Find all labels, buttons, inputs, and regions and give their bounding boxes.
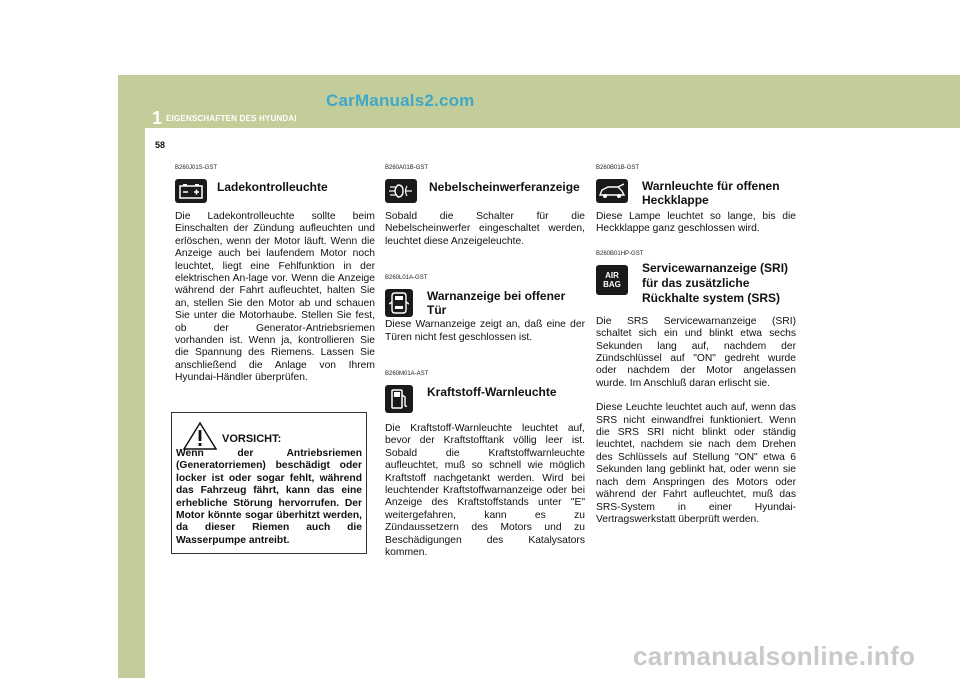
warning-box	[171, 412, 367, 554]
side-band	[118, 75, 145, 678]
section-title: Servicewarnanzeige (SRI) für das zusätzliche Rückhalte system (SRS)	[642, 260, 789, 305]
section-tailgate-warning	[596, 164, 796, 236]
section-code: B260B01B-GST	[596, 165, 640, 171]
section-text: Diese Warnanzeige zeigt an, daß eine der Türen nicht fest geschlossen ist.	[385, 319, 585, 343]
section-text: Die Kraftstoff-Warnleuchte leuchtet auf, bevor der Kraftstofftank völlig leer ist. Sobald die Kraftstoffwarnleuchte aufleuchtet, muß so schnell wie möglich Kraftstoff nachgetankt werden. Wird bei leuchtender Kraftstoffwarnanzeige oder bei Anzeige des Kraftstoffstands unter "E" weitergefahren, kann es zu Zündaussetzern des Motors und zu Beschädigungen des Katalysators kommen.	[385, 423, 585, 559]
chapter-title: EIGENSCHAFTEN DES HYUNDAI	[166, 114, 297, 123]
section-fuel-warning	[385, 370, 585, 559]
column-3	[596, 164, 796, 526]
warning-title: VORSICHT:	[222, 433, 282, 445]
airbag-label-1: AIR	[605, 270, 619, 280]
column-1	[175, 164, 375, 385]
section-title: Warnanzeige bei offener Tür	[427, 289, 566, 318]
section-title: Kraftstoff-Warnleuchte	[427, 385, 557, 400]
watermark-bottom[interactable]: carmanualsonline.info	[633, 641, 916, 671]
airbag-label-2: BAG	[603, 279, 621, 289]
section-title: Ladekontrolleuchte	[217, 180, 328, 194]
column-2	[385, 164, 585, 560]
section-fog-light	[385, 164, 585, 248]
section-text: Die Ladekontrolleuchte sollte beim Einschalten der Zündung aufleuchten und erlöschen, wenn der Motor läuft. Wenn die Anzeige auch bei laufendem Motor noch leuchtet, liegt eine Fehlfunktion in der elektrischen An-lage vor. Wenn die Anzeige während der Fahrt aufleuchtet, halten Sie an, stellen Sie den Motor ab und schauen Sie unter die Motorhaube. Stellen Sie fest, ob der Generator-Antriebsriemen vorhanden ist. Wenn ja, kontrollieren Sie die Spannung des Riemens. Lassen Sie anschließend die Anlage von Ihrem Hyundai-Händler überprüfen.	[175, 211, 375, 384]
section-code: B260A01B-GST	[385, 165, 429, 171]
section-text-2: Diese Leuchte leuchtet auch auf, wenn das SRS nicht einwandfrei funktioniert. Wenn die SRS SRI nicht blinkt oder ständig leuchtet, nachdem sie nach dem Drehen des Schlüssels auf Stellung "ON" etwa 6 Sekunden lang geblinkt hat, oder wenn sie nach dem Anspringen des Motors oder während der Fahrt aufleuchtet, muß das SRS-System in einer Hyundai-Vertragswerkstatt überprüft werden.	[596, 402, 796, 525]
section-code: B260J01S-GST	[175, 165, 218, 171]
watermark-top[interactable]: CarManuals2.com	[326, 91, 475, 110]
section-srs-warning	[596, 250, 796, 527]
section-title: Warnleuchte für offenen Heckklappe	[642, 179, 780, 207]
tailgate-icon	[596, 179, 628, 203]
chapter-number: 1	[152, 108, 163, 128]
section-charge-light	[175, 164, 375, 385]
section-text: Sobald die Schalter für die Nebelscheinwerfer eingeschaltet werden, leuchtet diese Anzeigeleuchte.	[385, 211, 585, 247]
section-text: Diese Lampe leuchtet so lange, bis die Heckklappe ganz geschlossen wird.	[596, 211, 796, 235]
section-title: Nebelscheinwerferanzeige	[429, 180, 580, 194]
fuel-icon	[385, 385, 413, 413]
page-number: 58	[155, 140, 166, 150]
section-code: B260M01A-AST	[385, 371, 429, 378]
battery-icon	[175, 179, 207, 203]
airbag-icon	[596, 265, 628, 295]
section-door-warning	[385, 274, 585, 344]
warning-text: Wenn der Antriebsriemen (Generatorriemen) beschädigt oder locker ist oder sogar fehlt, während das Fahrzeug fährt, kann das eine erhebliche Störung hervorrufen. Der Motor könnte sogar überhitzt werden, da dieser Riemen auch die Wasserpumpe antreibt.	[176, 448, 362, 546]
door-open-icon	[385, 289, 413, 317]
section-text: Die SRS Servicewarnanzeige (SRI) schaltet sich ein und blinkt etwa sechs Sekunden lang auf, nachdem der Zündschlüssel auf "ON" gedreht wurde oder nachdem der Motor angelassen wurde. Im Anschluß daran erlischt sie.	[596, 315, 796, 389]
section-code: B260L01A-GST	[385, 275, 428, 282]
fog-light-icon	[385, 179, 417, 203]
section-code: B260B01HP-GST	[596, 250, 644, 257]
